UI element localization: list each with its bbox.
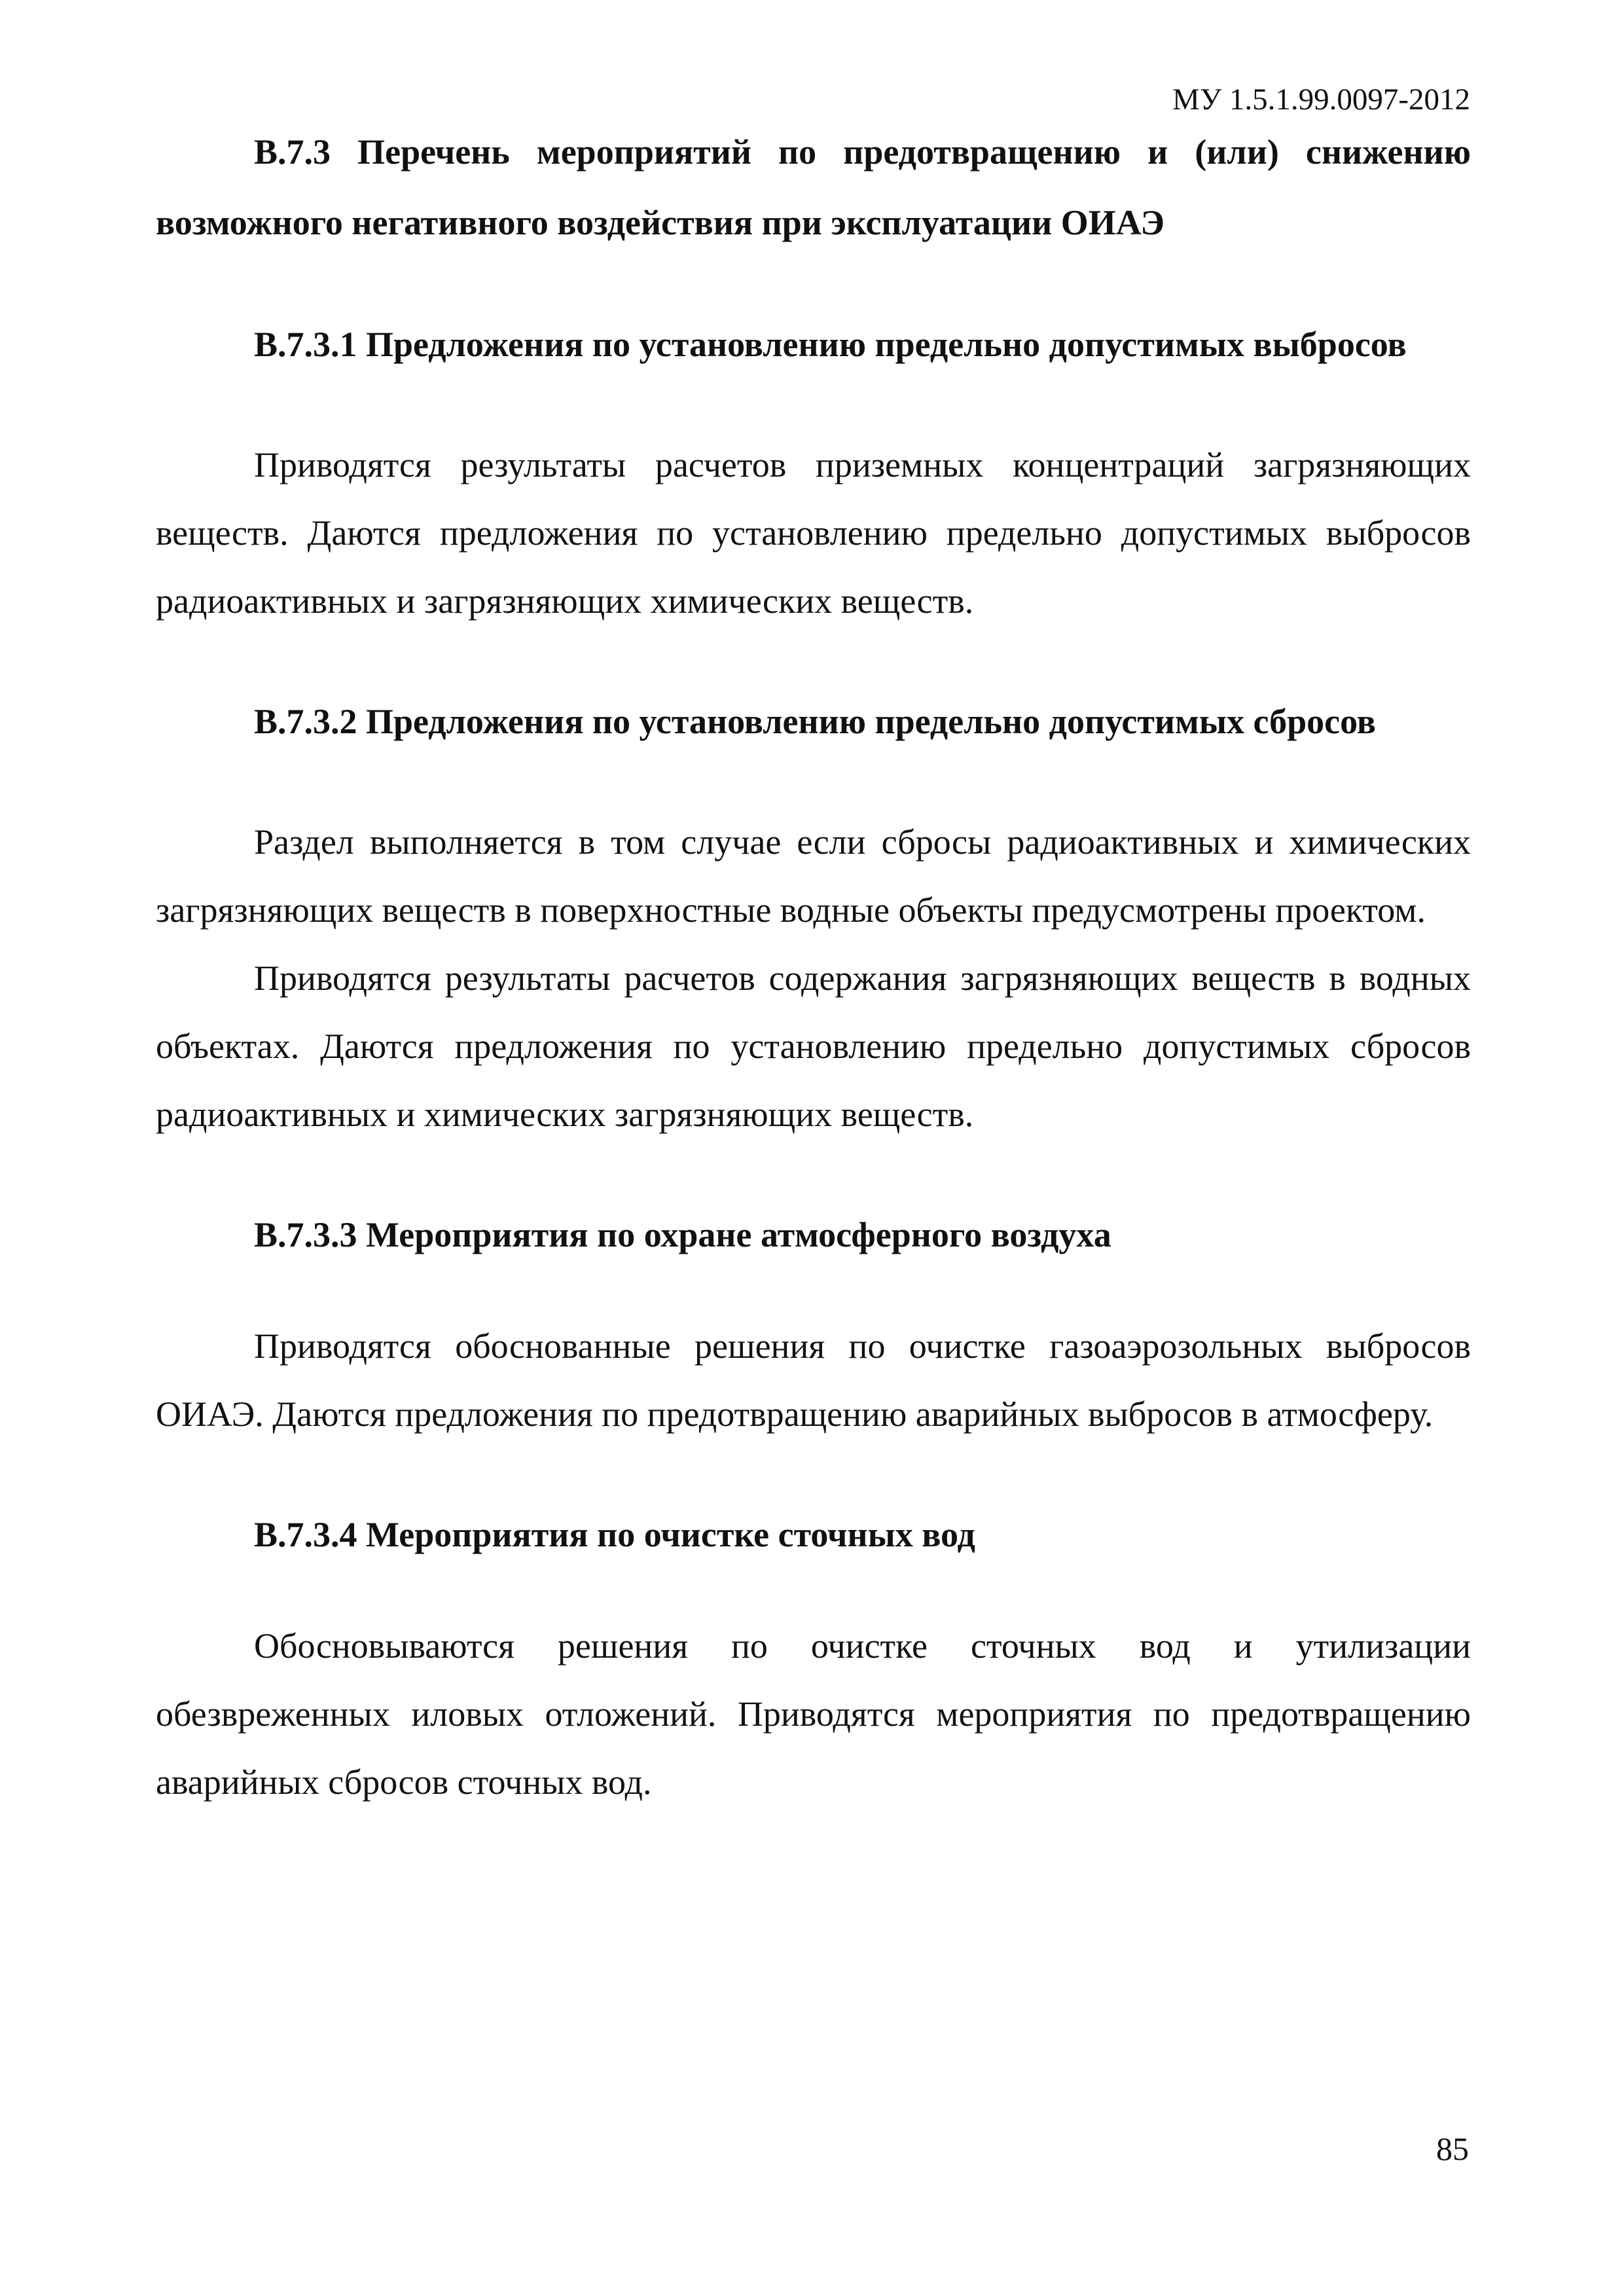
spacer: [156, 635, 1471, 686]
spacer: [156, 1270, 1471, 1312]
page-number: 85: [1436, 2130, 1469, 2167]
spacer: [156, 757, 1471, 808]
paragraph: Раздел выполняется в том случае если сбросы радиоактивных и химических загрязняющих веществ в поверхностные водные объекты предусмотрены проектом.: [156, 822, 1471, 930]
paragraph: Приводятся результаты расчетов содержания загрязняющих веществ в водных объектах. Даются предложения по установлению предельно допустимых сбросов радиоактивных и химических загрязняющих веществ.: [156, 958, 1471, 1134]
subsection-heading-4: В.7.3.4 Мероприятия по очистке сточных вод: [254, 1515, 975, 1554]
paragraph: Приводятся обоснованные решения по очистке газоаэрозольных выбросов ОИАЭ. Даются предложения по предотвращению аварийных выбросов в атмосферу.: [156, 1326, 1471, 1434]
spacer: [156, 1148, 1471, 1199]
spacer: [156, 1570, 1471, 1612]
section-heading: В.7.3 Перечень мероприятий по предотвращению и (или) снижению возможного негативного воздействия при эксплуатации ОИАЭ: [156, 132, 1471, 242]
page-content: [156, 117, 1471, 1816]
spacer: [156, 1448, 1471, 1499]
subsection-heading-2: В.7.3.2 Предложения по установлению предельно допустимых сбросов: [254, 702, 1376, 741]
spacer: [156, 380, 1471, 431]
document-code: МУ 1.5.1.99.0097-2012: [1172, 82, 1470, 117]
spacer: [156, 258, 1471, 309]
subsection-heading-3: В.7.3.3 Мероприятия по охране атмосферного воздуха: [254, 1215, 1111, 1254]
paragraph: Приводятся результаты расчетов приземных концентраций загрязняющих веществ. Даются предложения по установлению предельно допустимых выбросов радиоактивных и загрязняющих химических веществ.: [156, 445, 1471, 621]
subsection-heading-1: В.7.3.1 Предложения по установлению предельно допустимых выбросов: [254, 325, 1407, 364]
paragraph: Обосновываются решения по очистке сточных вод и утилизации обезвреженных иловых отложений. Приводятся мероприятия по предотвращению аварийных сбросов сточных вод.: [156, 1626, 1471, 1802]
